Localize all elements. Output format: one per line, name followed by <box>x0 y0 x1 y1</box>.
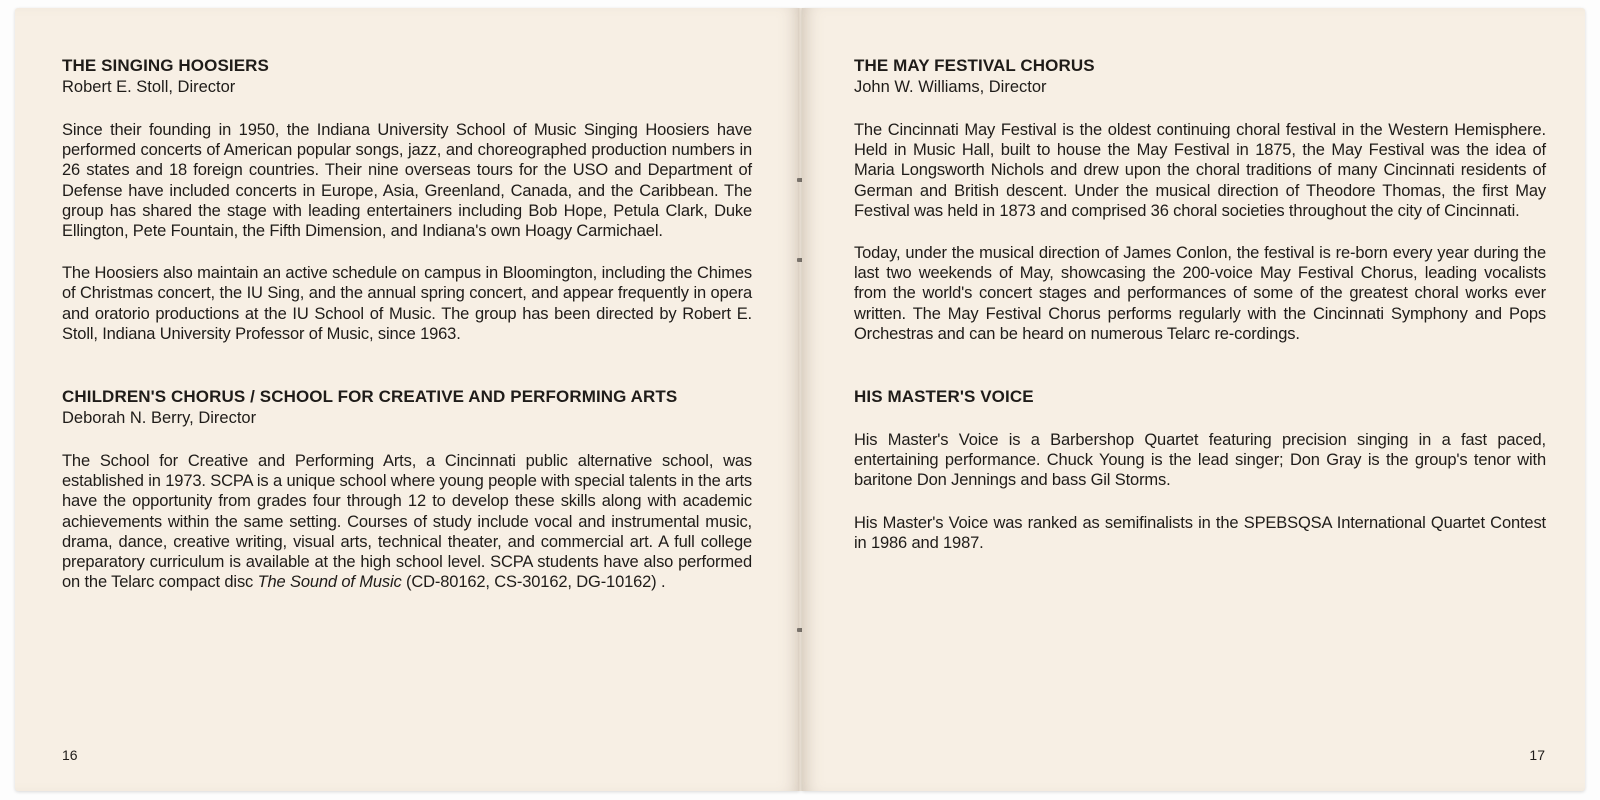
page-number-left: 16 <box>62 747 78 763</box>
may-festival-paragraph-2: Today, under the musical direction of James Conlon, the festival is re-born every year during the last two weekends of May, showcasing the 200-voice May Festival Chorus, leading vocalists from the world's concert stages and performances of some of the greatest choral works ever written. The May Festival Chorus performs regularly with the Cincinnati Symphony and Pops Orchestras and can be heard on numerous Telarc re-cordings. <box>854 244 1546 343</box>
childrens-chorus-paragraph-1 <box>62 451 752 592</box>
may-festival-heading: THE MAY FESTIVAL CHORUS <box>854 56 1095 75</box>
childrens-chorus-text: The School for Creative and Performing Arts, a Cincinnati public alternative school, was established in 1973. SCPA is a unique school where young people with special talents in the arts have the opportunity from grades four through 12 to develop these skills along with academic achievements within the same setting. Courses of study include vocal and instrumental music, drama, dance, creative writing, visual arts, technical theater, and commercial art. A full college preparatory curriculum is available at the high school level. SCPA students have also performed on the Telarc compact disc <box>62 452 752 592</box>
left-page <box>15 8 800 791</box>
masters-voice-paragraph-2: His Master's Voice was ranked as semifinalists in the SPEBSQSA International Quartet Contest in 1986 and 1987. <box>854 513 1546 552</box>
childrens-chorus-heading: CHILDREN'S CHORUS / SCHOOL FOR CREATIVE AND PERFORMING ARTS <box>62 387 678 407</box>
singing-hoosiers-director: Robert E. Stoll, Director <box>62 78 236 96</box>
right-page-content <box>854 55 1546 553</box>
left-page-content <box>62 55 752 592</box>
right-page <box>802 8 1585 791</box>
singing-hoosiers-paragraph-1: Since their founding in 1950, the Indiana University School of Music Singing Hoosiers have performed concerts of American popular songs, jazz, and choreographed production numbers in 26 states and 18 foreign countries. Their nine overseas tours for the USO and Department of Defense have included concerts in Europe, Asia, Greenland, Canada, and the Caribbean. The group has shared the stage with leading entertainers including Bob Hope, Petula Clark, Duke Ellington, Pete Fountain, the Fifth Dimension, and Indiana's own Hoagy Carmichael. <box>62 121 752 241</box>
catalog-numbers: (CD-80162, CS-30162, DG-10162) . <box>401 573 666 592</box>
sound-of-music-title: The Sound of Music <box>257 573 402 592</box>
may-festival-section <box>854 55 1546 344</box>
singing-hoosiers-heading: THE SINGING HOOSIERS <box>62 56 269 75</box>
childrens-chorus-director: Deborah N. Berry, Director <box>62 409 257 428</box>
singing-hoosiers-paragraph-2: The Hoosiers also maintain an active schedule on campus in Bloomington, including the Chimes of Christmas concert, the IU Sing, and the annual spring concert, and appear frequently in opera and oratorio productions at the IU School of Music. The group has been directed by Robert E. Stoll, Indiana University Professor of Music, since 1963. <box>62 264 752 343</box>
page-number-right: 17 <box>1529 747 1545 763</box>
masters-voice-heading: HIS MASTER'S VOICE <box>854 387 1034 407</box>
singing-hoosiers-section <box>62 55 752 344</box>
may-festival-director: John W. Williams, Director <box>854 78 1047 96</box>
may-festival-paragraph-1: The Cincinnati May Festival is the oldest continuing choral festival in the Western Hemisphere. Held in Music Hall, built to house the May Festival in 1875, the May Festival was the idea of Maria Longsworth Nichols and drew upon the choral traditions of many Cincinnati residents of German and British descent. Under the musical direction of Theodore Thomas, the first May Festival was held in 1873 and comprised 36 choral societies throughout the city of Cincinnati. <box>854 121 1546 220</box>
childrens-chorus-section <box>62 386 752 592</box>
masters-voice-section <box>854 386 1546 553</box>
masters-voice-paragraph-1: His Master's Voice is a Barbershop Quartet featuring precision singing in a fast paced, entertaining performance. Chuck Young is the lead singer; Don Gray is the group's tenor with baritone Don Jennings and bass Gil Storms. <box>854 431 1546 490</box>
